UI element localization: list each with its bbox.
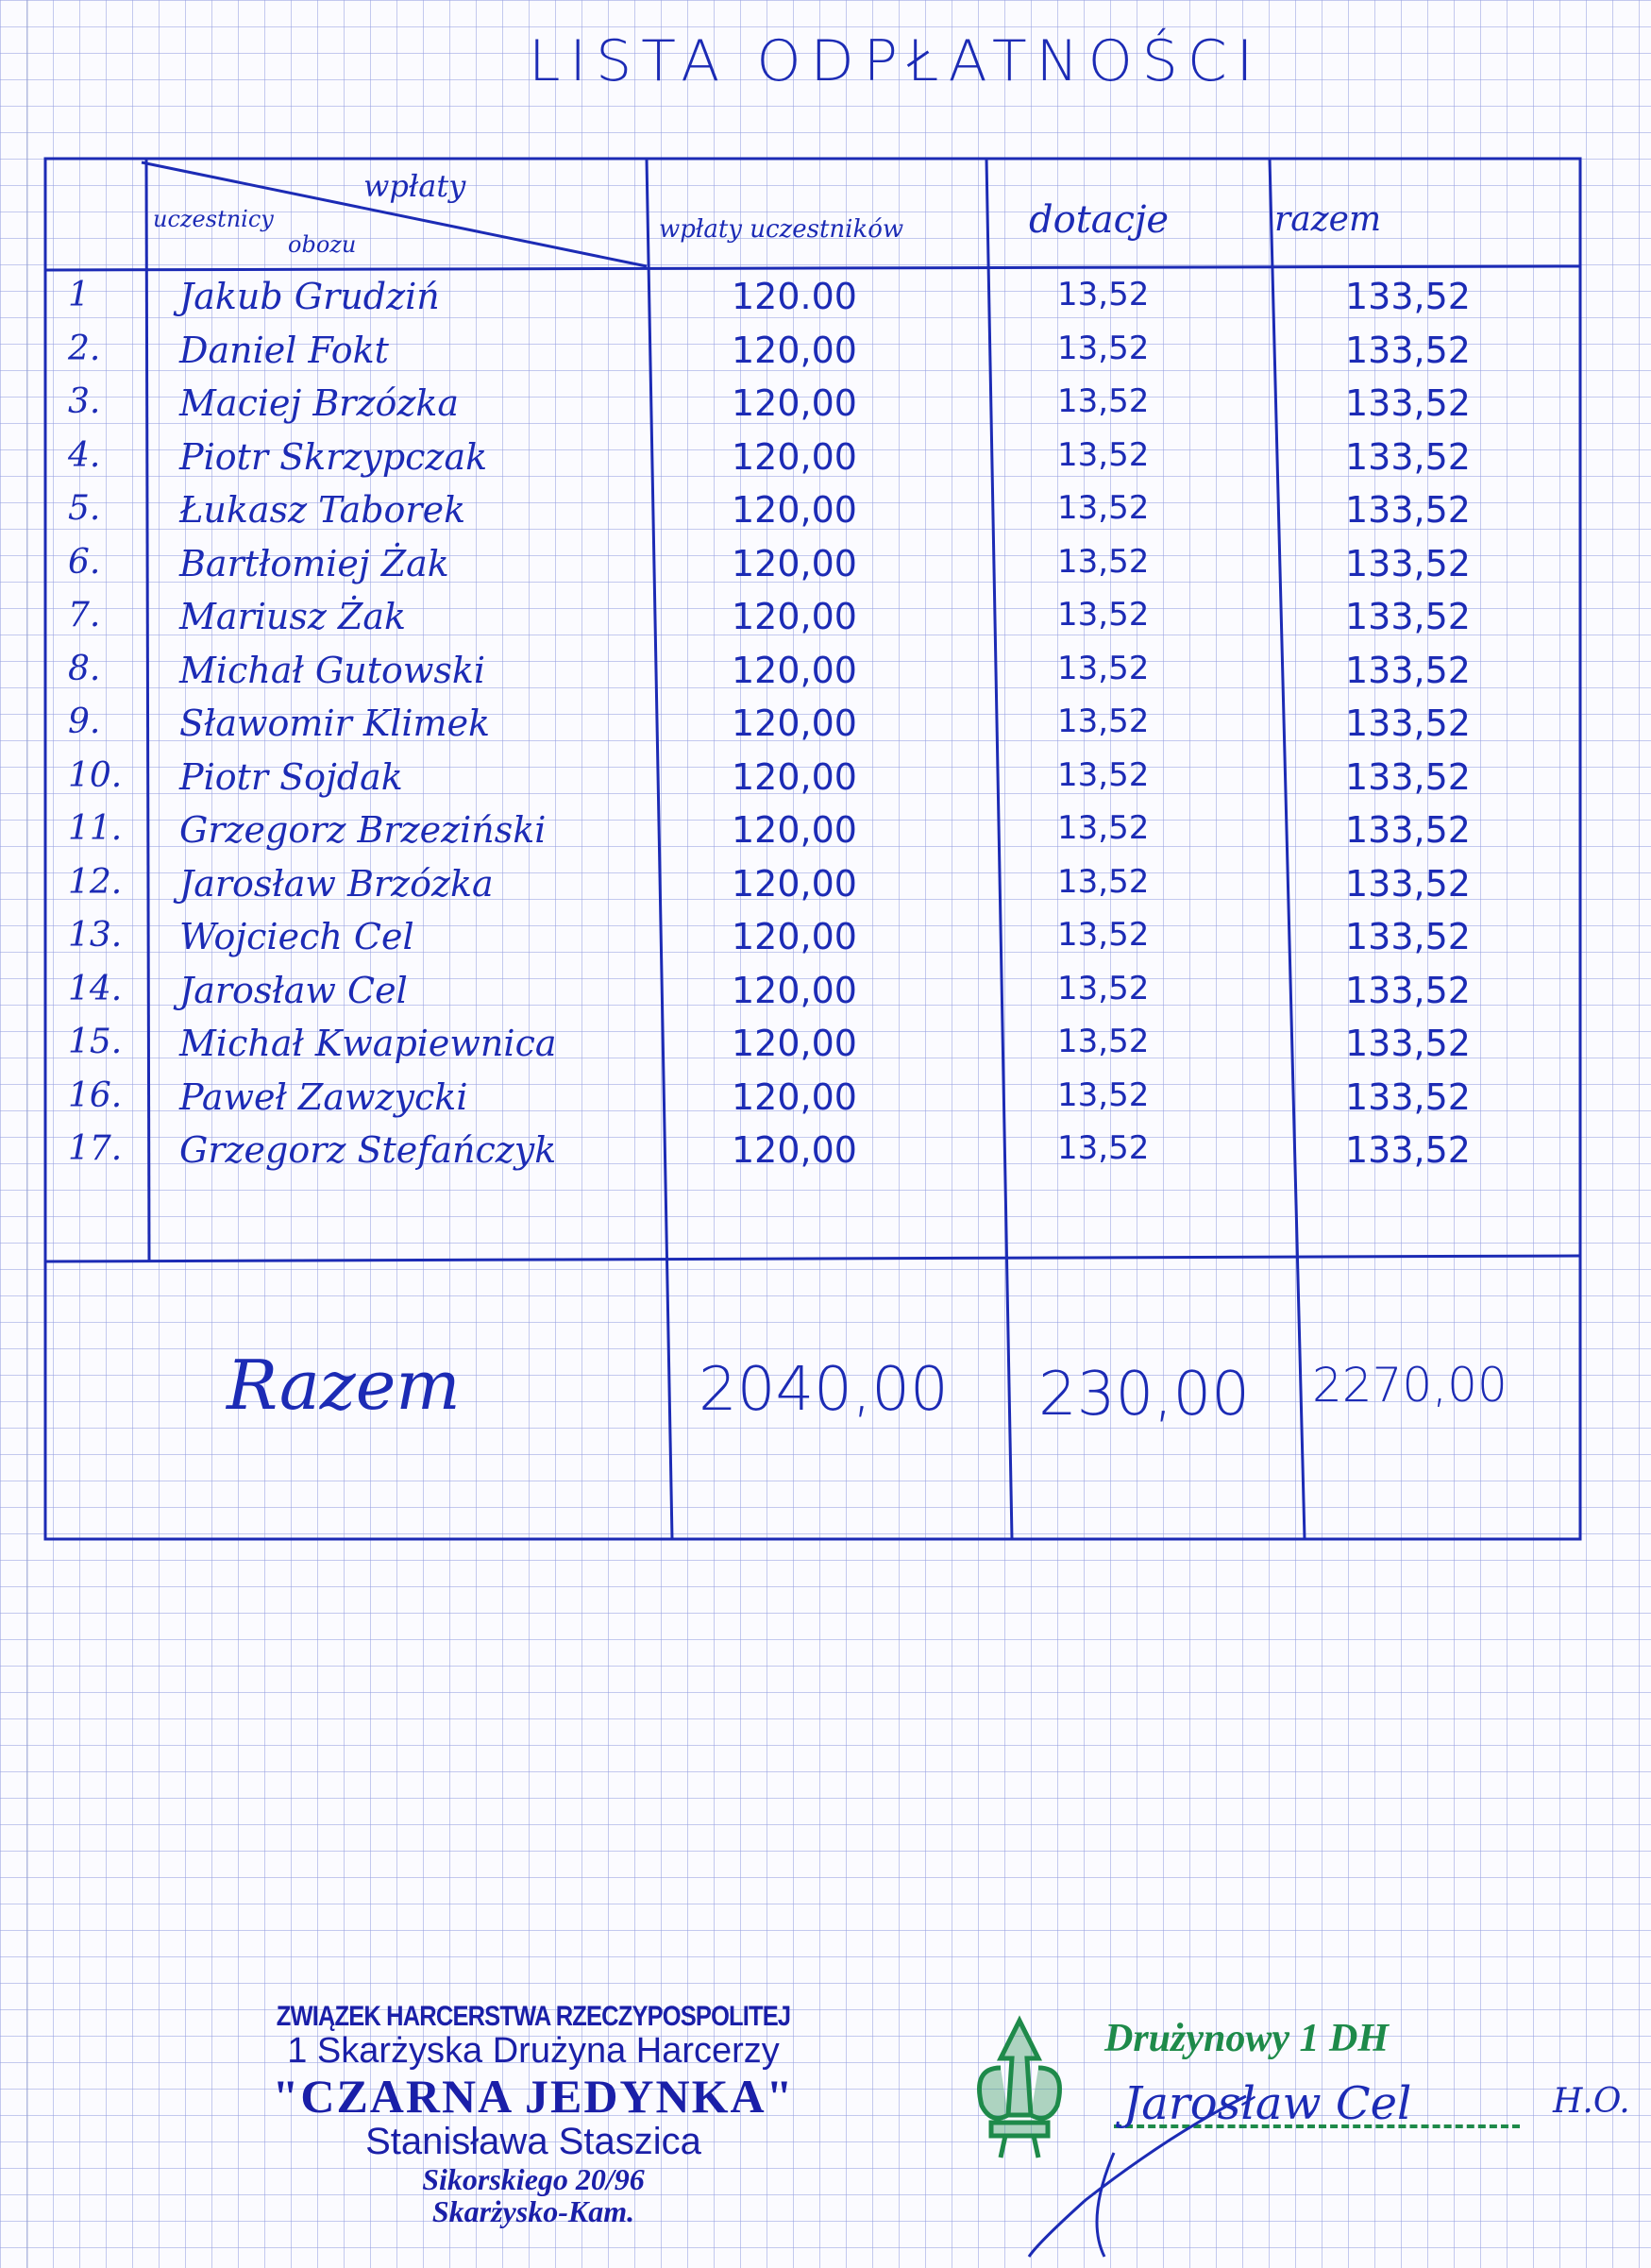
stamp-line-4: Stanisława Staszica xyxy=(365,2121,701,2163)
signature-role: Drużynowy 1 DH xyxy=(1104,2017,1390,2060)
header-diag-top: wpłaty xyxy=(363,168,466,204)
participant-subsidy: 13,52 xyxy=(1057,702,1150,740)
participant-payment: 120,00 xyxy=(732,489,857,531)
participant-name: Piotr Sojdak xyxy=(179,756,403,798)
participant-subsidy: 13,52 xyxy=(1057,382,1150,420)
stamp-line-1: ZWIĄZEK HARCERSTWA RZECZYPOSPOLITEJ xyxy=(276,2001,791,2032)
participant-subsidy: 13,52 xyxy=(1057,809,1150,847)
stamp-line-5: Sikorskiego 20/96 xyxy=(422,2161,645,2196)
participant-name: Grzegorz Stefańczyk xyxy=(179,1129,557,1171)
participant-name: Jarosław Cel xyxy=(179,970,408,1011)
participant-name: Łukasz Taborek xyxy=(179,489,466,531)
participant-subsidy: 13,52 xyxy=(1057,596,1150,634)
header-razem: razem xyxy=(1274,200,1382,239)
participant-name: Grzegorz Brzeziński xyxy=(179,809,547,851)
header-diag-bottom-2: obozu xyxy=(288,231,357,258)
participant-name: Daniel Fokt xyxy=(179,330,389,371)
participant-subsidy: 13,52 xyxy=(1057,756,1150,794)
participant-total: 133,52 xyxy=(1345,702,1471,744)
row-number: 6. xyxy=(68,543,101,582)
participant-total: 133,52 xyxy=(1345,1129,1471,1171)
page-title: LISTA ODPŁATNOŚCI xyxy=(529,28,1263,94)
participant-name: Maciej Brzózka xyxy=(179,382,460,424)
row-number: 11. xyxy=(68,809,123,848)
participant-subsidy: 13,52 xyxy=(1057,970,1150,1007)
header-diag-bottom-1: uczestnicy xyxy=(153,206,274,232)
participant-subsidy: 13,52 xyxy=(1057,276,1150,313)
row-number: 17. xyxy=(68,1129,123,1168)
participant-subsidy: 13,52 xyxy=(1057,1076,1150,1114)
participant-payment: 120,00 xyxy=(732,756,857,798)
participant-payment: 120,00 xyxy=(732,863,857,905)
participant-payment: 120,00 xyxy=(732,970,857,1011)
row-number: 3. xyxy=(68,382,101,421)
total-wplaty: 2040,00 xyxy=(699,1355,949,1425)
participant-payment: 120,00 xyxy=(732,596,857,637)
participant-payment: 120,00 xyxy=(732,330,857,371)
participant-name: Sławomir Klimek xyxy=(179,702,491,744)
signature-suffix: H.O. xyxy=(1553,2082,1630,2121)
participant-total: 133,52 xyxy=(1345,330,1471,371)
participant-name: Jarosław Brzózka xyxy=(179,863,494,905)
participant-total: 133,52 xyxy=(1345,543,1471,584)
totals-label: Razem xyxy=(227,1346,461,1425)
row-number: 12. xyxy=(68,863,123,902)
signature-name: Jarosław Cel xyxy=(1123,2077,1412,2130)
participant-total: 133,52 xyxy=(1345,382,1471,424)
participant-total: 133,52 xyxy=(1345,1023,1471,1064)
participant-total: 133,52 xyxy=(1345,756,1471,798)
participant-name: Jakub Grudziń xyxy=(179,276,440,317)
participant-payment: 120,00 xyxy=(732,543,857,584)
stamp-line-2: 1 Skarżyska Drużyna Harcerzy xyxy=(287,2031,780,2072)
organization-stamp xyxy=(212,2002,854,2228)
participant-payment: 120,00 xyxy=(732,702,857,744)
participant-total: 133,52 xyxy=(1345,436,1471,478)
participant-name: Piotr Skrzypczak xyxy=(179,436,488,478)
participant-name: Bartłomiej Żak xyxy=(179,543,449,584)
participant-payment: 120.00 xyxy=(732,276,857,317)
participant-subsidy: 13,52 xyxy=(1057,1129,1150,1167)
participant-total: 133,52 xyxy=(1345,596,1471,637)
row-number: 9. xyxy=(68,702,101,741)
total-razem: 2270,00 xyxy=(1312,1358,1508,1413)
participant-payment: 120,00 xyxy=(732,916,857,957)
participant-payment: 120,00 xyxy=(732,1076,857,1118)
participant-payment: 120,00 xyxy=(732,1023,857,1064)
participant-name: Michał Gutowski xyxy=(179,650,486,691)
participant-subsidy: 13,52 xyxy=(1057,436,1150,474)
participant-payment: 120,00 xyxy=(732,650,857,691)
row-number: 1 xyxy=(68,276,90,314)
row-number: 13. xyxy=(68,916,123,955)
stamp-line-3: "CZARNA JEDYNKA" xyxy=(272,2070,795,2124)
participant-subsidy: 13,52 xyxy=(1057,330,1150,367)
participant-name: Mariusz Żak xyxy=(179,596,407,637)
participant-total: 133,52 xyxy=(1345,489,1471,531)
participant-total: 133,52 xyxy=(1345,650,1471,691)
row-number: 2. xyxy=(68,330,101,368)
participant-name: Michał Kwapiewnica xyxy=(179,1023,557,1064)
row-number: 14. xyxy=(68,970,123,1008)
row-number: 5. xyxy=(68,489,101,528)
row-number: 8. xyxy=(68,650,101,688)
participant-subsidy: 13,52 xyxy=(1057,650,1150,687)
participant-total: 133,52 xyxy=(1345,1076,1471,1118)
header-wplaty: wpłaty uczestników xyxy=(659,215,904,244)
participant-subsidy: 13,52 xyxy=(1057,543,1150,581)
participant-subsidy: 13,52 xyxy=(1057,489,1150,527)
participant-total: 133,52 xyxy=(1345,916,1471,957)
signature-stroke xyxy=(1001,2077,1303,2266)
participant-payment: 120,00 xyxy=(732,1129,857,1171)
row-number: 10. xyxy=(68,756,123,795)
row-number: 7. xyxy=(68,596,101,635)
header-dotacje: dotacje xyxy=(1029,198,1170,242)
participant-subsidy: 13,52 xyxy=(1057,863,1150,901)
participant-subsidy: 13,52 xyxy=(1057,1023,1150,1060)
total-dotacje: 230,00 xyxy=(1038,1360,1250,1430)
participant-total: 133,52 xyxy=(1345,276,1471,317)
participant-payment: 120,00 xyxy=(732,809,857,851)
participant-total: 133,52 xyxy=(1345,970,1471,1011)
participant-total: 133,52 xyxy=(1345,863,1471,905)
participant-payment: 120,00 xyxy=(732,436,857,478)
row-number: 15. xyxy=(68,1023,123,1061)
participant-name: Wojciech Cel xyxy=(179,916,414,957)
row-number: 16. xyxy=(68,1076,123,1115)
participant-payment: 120,00 xyxy=(732,382,857,424)
stamp-line-6: Skarżysko-Kam. xyxy=(431,2194,635,2229)
participant-total: 133,52 xyxy=(1345,809,1471,851)
participant-name: Paweł Zawzycki xyxy=(179,1076,468,1118)
row-number: 4. xyxy=(68,436,101,475)
participant-subsidy: 13,52 xyxy=(1057,916,1150,954)
